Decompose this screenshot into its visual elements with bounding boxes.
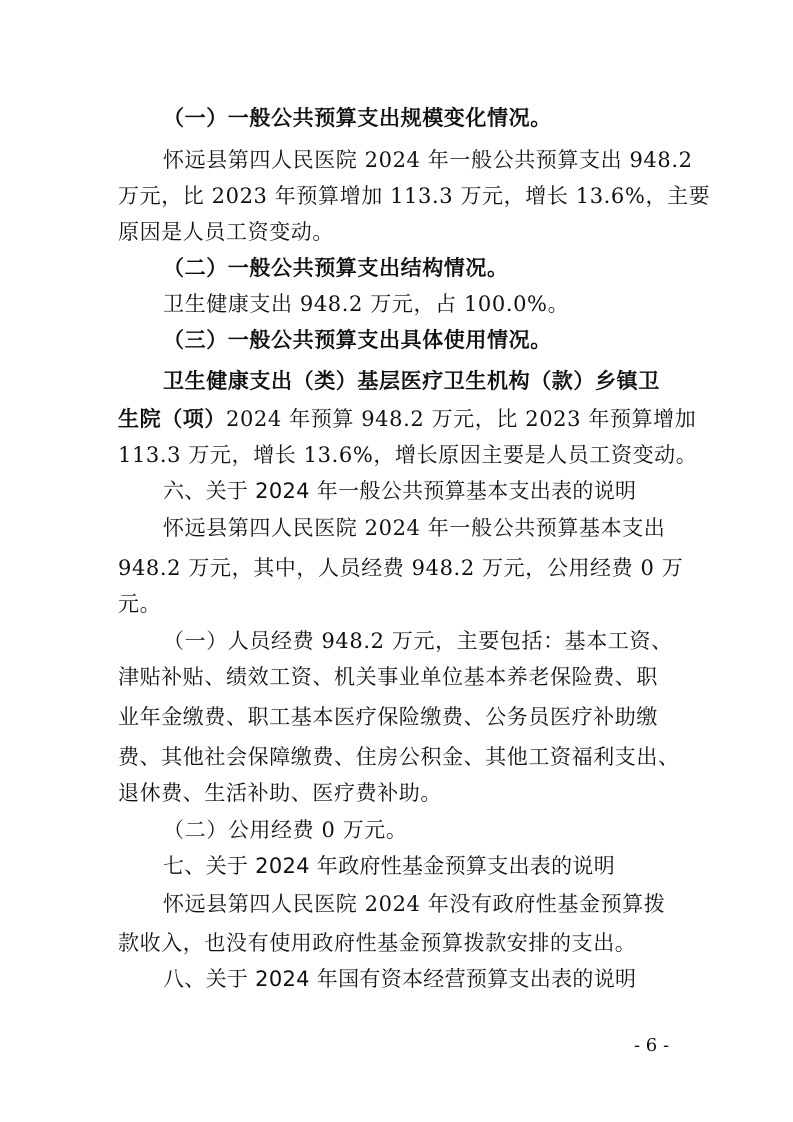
- expenditure-item-label: 生院（项）: [118, 407, 226, 431]
- paragraph-line: 退休费、生活补助、医疗费补助。: [118, 781, 442, 805]
- section-title-7: 七、关于 2024 年政府性基金预算支出表的说明: [163, 854, 615, 878]
- paragraph-line: 津贴补贴、绩效工资、机关事业单位基本养老保险费、职: [118, 665, 658, 689]
- paragraph-line: 元。: [118, 592, 162, 616]
- expenditure-item-text: 2024 年预算 948.2 万元，比 2023 年预算增加: [226, 407, 697, 431]
- paragraph-line: 113.3 万元，增长 13.6%，增长原因主要是人员工资变动。: [118, 443, 698, 467]
- page-number: - 6 -: [634, 1035, 670, 1056]
- paragraph-line: 原因是人员工资变动。: [118, 220, 334, 244]
- paragraph-line: 卫生健康支出 948.2 万元，占 100.0%。: [163, 292, 570, 316]
- section-heading-1: （一）一般公共预算支出规模变化情况。: [163, 106, 552, 130]
- section-heading-2: （二）一般公共预算支出结构情况。: [163, 256, 509, 280]
- paragraph-line: （二）公用经费 0 万元。: [163, 818, 408, 842]
- paragraph-line: 万元，比 2023 年预算增加 113.3 万元，增长 13.6%，主要: [118, 184, 711, 208]
- section-title-8: 八、关于 2024 年国有资本经营预算支出表的说明: [163, 967, 637, 991]
- paragraph-line: 怀远县第四人民医院 2024 年没有政府性基金预算拨: [163, 892, 666, 916]
- paragraph-line: 怀远县第四人民医院 2024 年一般公共预算基本支出: [163, 516, 666, 540]
- paragraph-line: 怀远县第四人民医院 2024 年一般公共预算支出 948.2: [163, 148, 693, 172]
- paragraph-line: [118, 405, 696, 433]
- expenditure-category-line: 卫生健康支出（类）基层医疗卫生机构（款）乡镇卫: [163, 369, 660, 393]
- paragraph-line: （一）人员经费 948.2 万元，主要包括：基本工资、: [163, 629, 673, 653]
- section-title-6: 六、关于 2024 年一般公共预算基本支出表的说明: [163, 479, 637, 503]
- paragraph-line: 业年金缴费、职工基本医疗保险缴费、公务员医疗补助缴: [118, 705, 658, 729]
- paragraph-line: 款收入，也没有使用政府性基金预算拨款安排的支出。: [118, 931, 637, 955]
- paragraph-line: 费、其他社会保障缴费、住房公积金、其他工资福利支出、: [118, 745, 680, 769]
- section-heading-3: （三）一般公共预算支出具体使用情况。: [163, 328, 552, 352]
- paragraph-line: 948.2 万元，其中，人员经费 948.2 万元，公用经费 0 万: [118, 556, 684, 580]
